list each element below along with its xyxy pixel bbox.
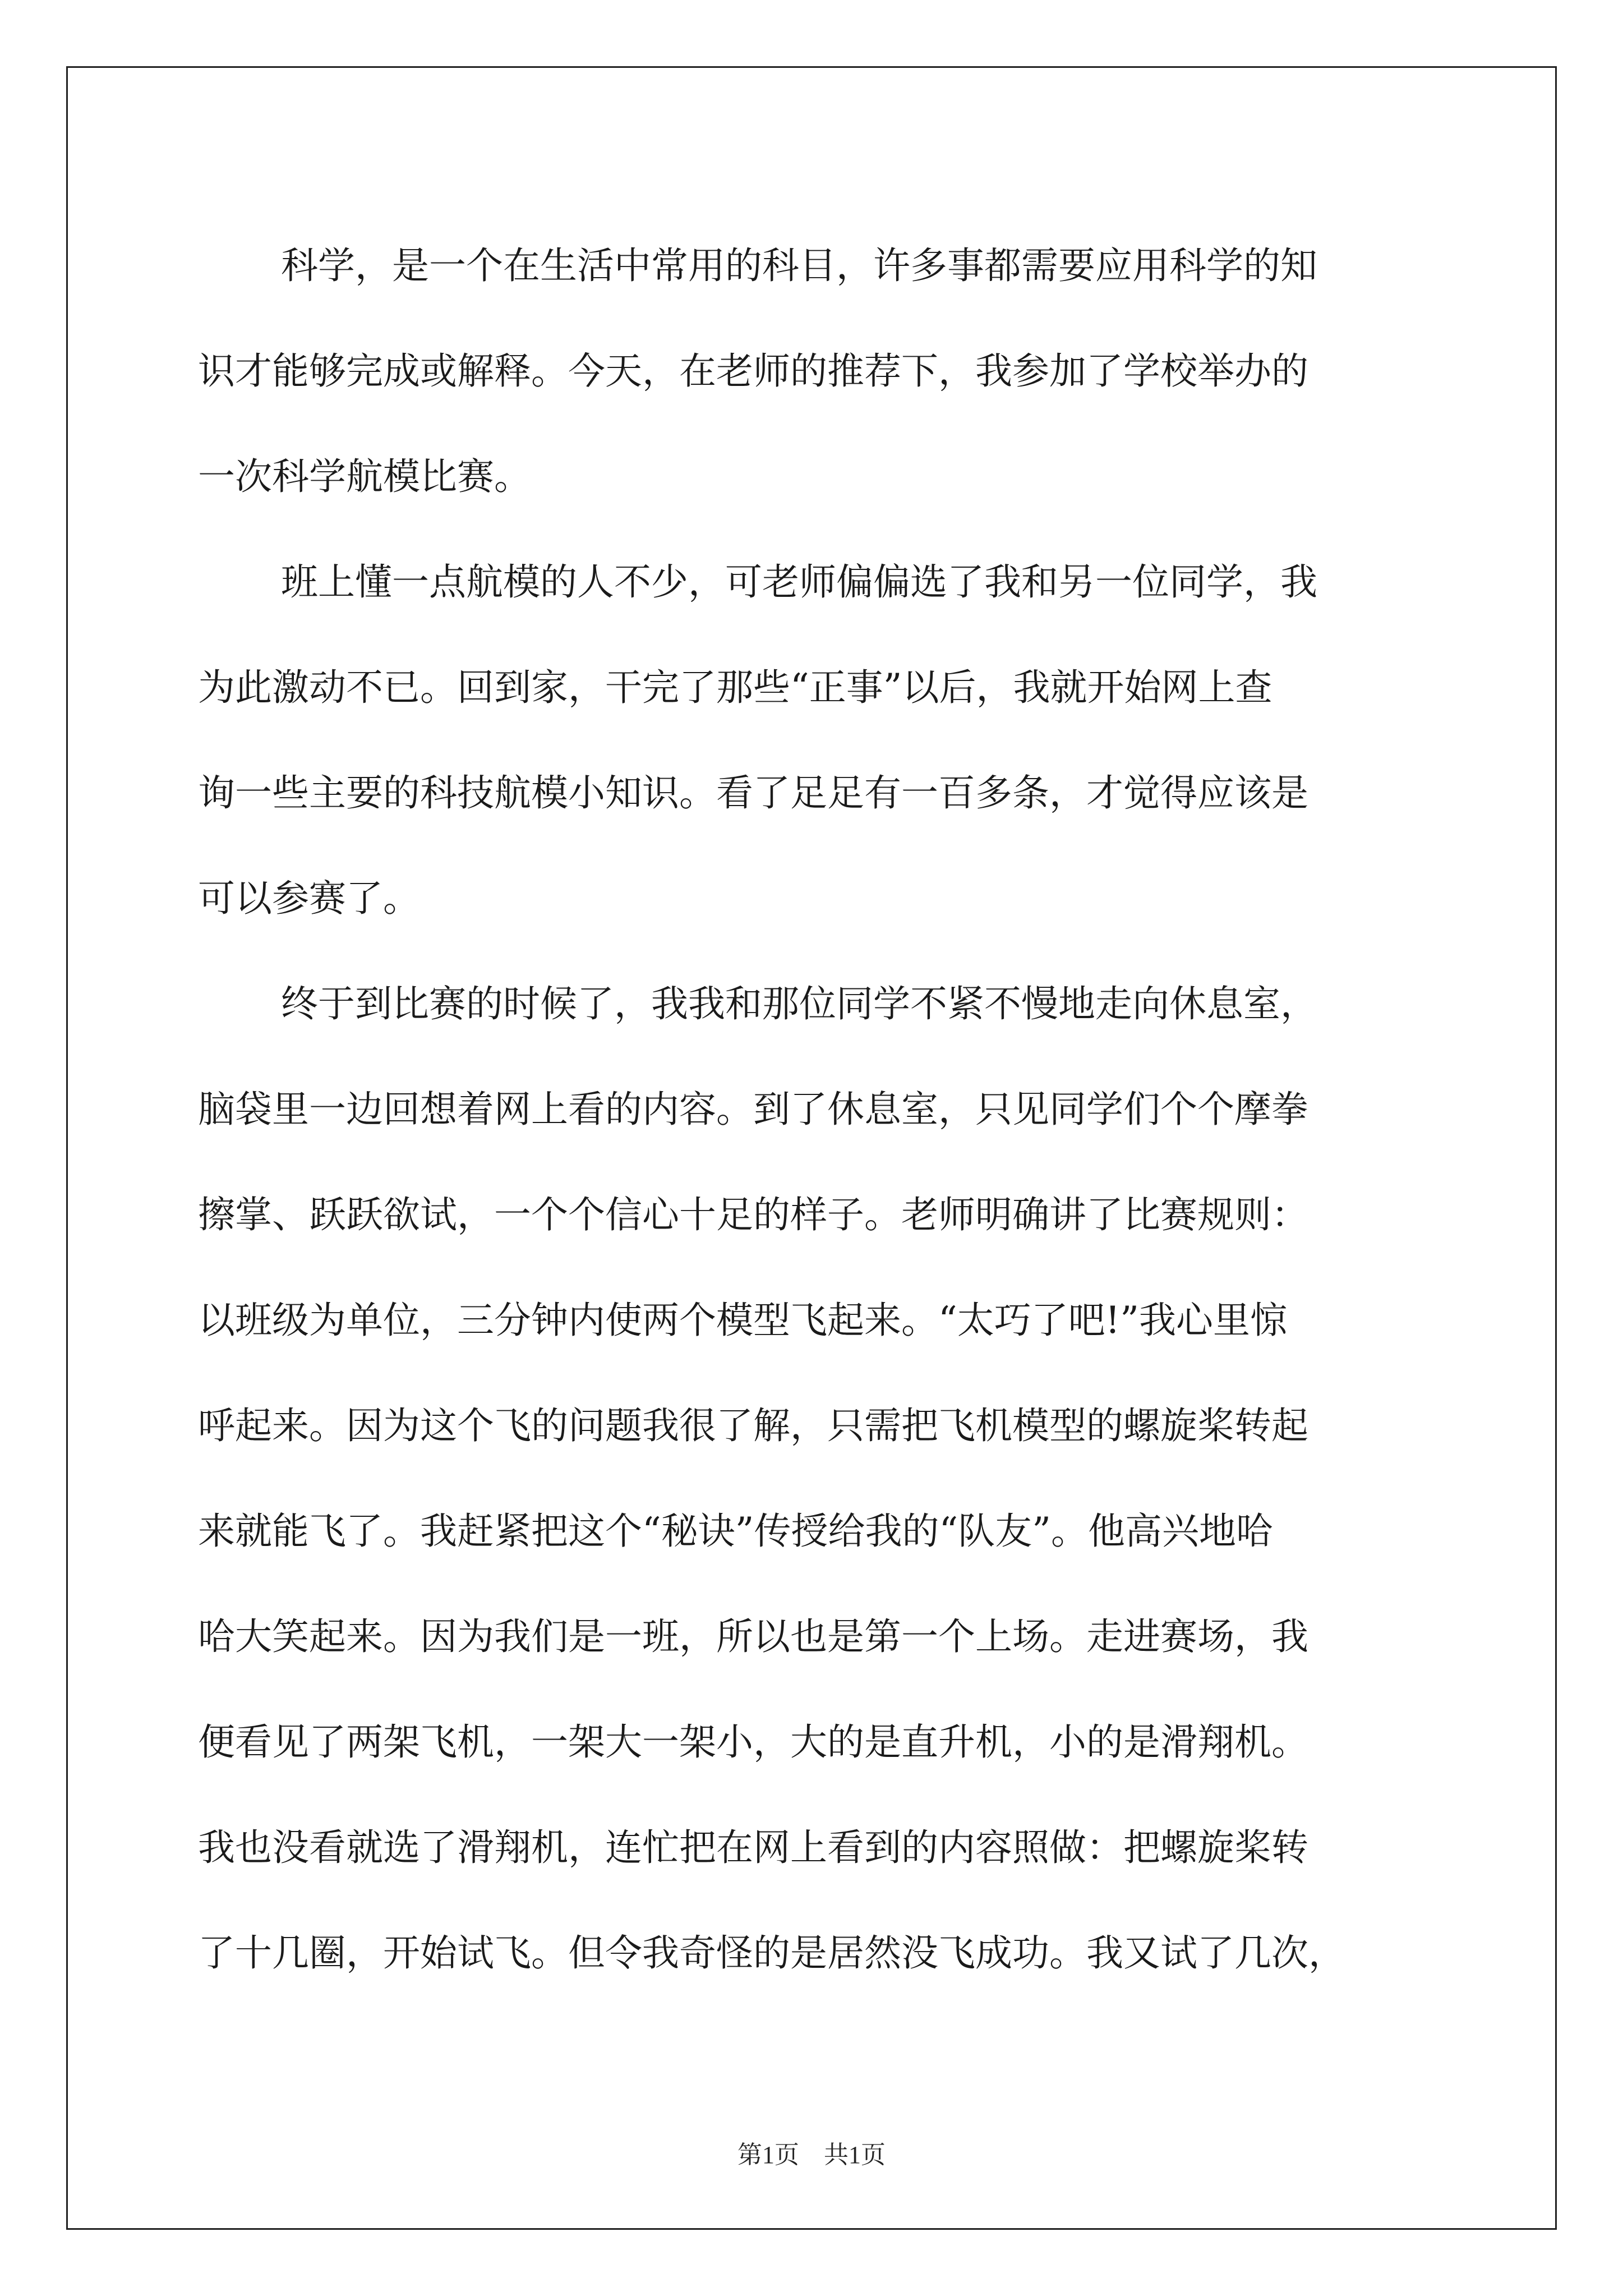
text-line: 以班级为单位，三分钟内使两个模型飞起来。“太巧了吧!”我心里惊	[198, 1299, 1288, 1342]
text-line: 来就能飞了。我赶紧把这个“秘诀”传授给我的“队友”。他高兴地哈	[198, 1510, 1273, 1553]
text-line: 了十几圈，开始试飞。但令我奇怪的是居然没飞成功。我又试了几次，	[198, 1931, 1345, 1975]
text-line: 可以参赛了。	[198, 877, 420, 920]
text-line: 脑袋里一边回想着网上看的内容。到了休息室，只见同学们个个摩拳	[198, 1088, 1308, 1131]
page-number-footer: 第1页 共1页	[737, 2141, 886, 2169]
text-line: 为此激动不已。回到家，干完了那些“正事”以后，我就开始网上查	[198, 666, 1272, 709]
text-line: 我也没看就选了滑翔机，连忙把在网上看到的内容照做：把螺旋桨转	[198, 1826, 1308, 1869]
text-line: 识才能够完成或解释。今天，在老师的推荐下，我参加了学校举办的	[198, 349, 1308, 393]
text-line: 班上懂一点航模的人不少，可老师偏偏选了我和另一位同学，我	[281, 560, 1317, 604]
text-line: 呼起来。因为这个飞的问题我很了解，只需把飞机模型的螺旋桨转起	[198, 1404, 1308, 1447]
text-line: 哈大笑起来。因为我们是一班，所以也是第一个上场。走进赛场，我	[198, 1615, 1308, 1658]
text-line: 擦掌、跃跃欲试，一个个信心十足的样子。老师明确讲了比赛规则：	[198, 1193, 1308, 1236]
text-line: 终于到比赛的时候了，我我和那位同学不紧不慢地走向休息室，	[281, 982, 1317, 1025]
text-line: 科学，是一个在生活中常用的科目，许多事都需要应用科学的知	[281, 244, 1317, 287]
text-line: 便看见了两架飞机，一架大一架小，大的是直升机，小的是滑翔机。	[198, 1720, 1308, 1764]
text-line: 一次科学航模比赛。	[198, 455, 531, 498]
document-body	[198, 213, 1426, 2006]
text-line: 询一些主要的科技航模小知识。看了足足有一百多条，才觉得应该是	[198, 771, 1308, 815]
